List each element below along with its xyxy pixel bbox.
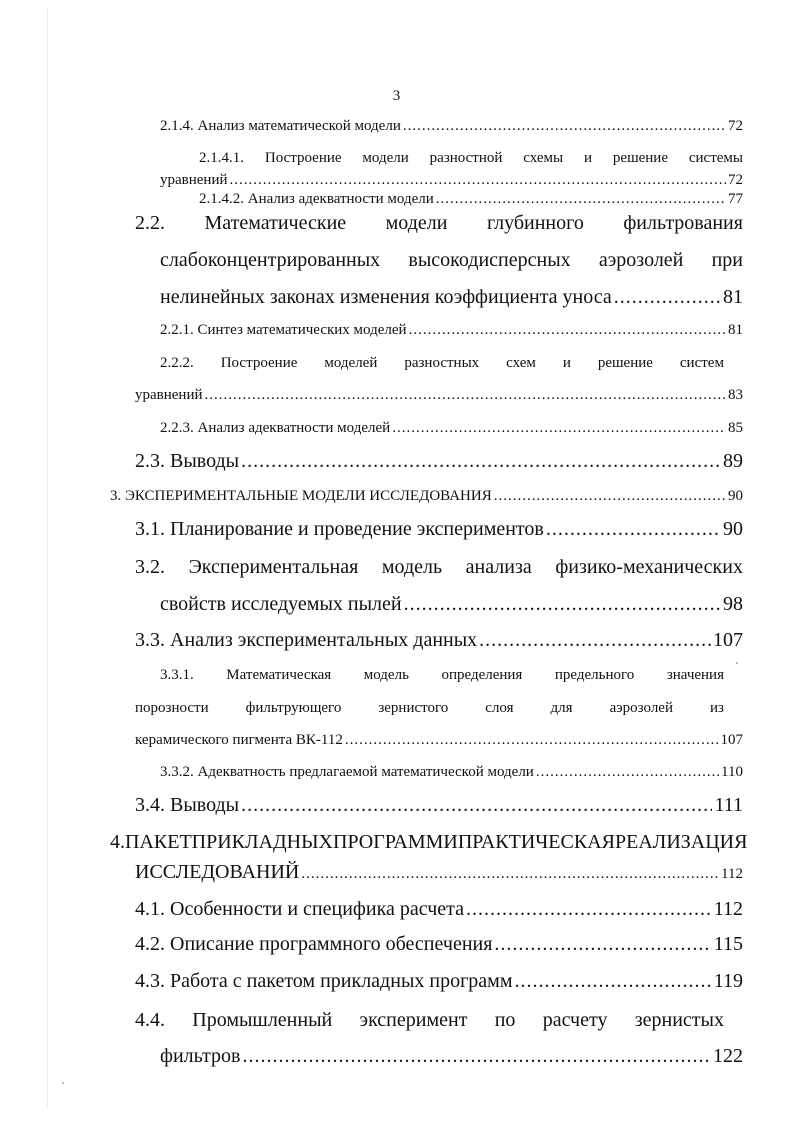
toc-leader [409,322,726,339]
toc-entry-2-3 [135,450,743,473]
toc-title: 2.2.1. Синтез математических моделей [160,322,407,338]
toc-title: фильтров [160,1045,241,1067]
toc-title: ИССЛЕДОВАНИЙ [135,861,300,883]
toc-entry-2-1-4-1-line2 [160,172,743,189]
toc-leader [242,1045,711,1068]
toc-page-number: 90 [728,488,743,504]
toc-leader [241,794,712,817]
scan-edge [47,8,48,1108]
toc-title: 4.1. Особенности и специфика расчета [135,898,465,920]
toc-title: 2.2.3. Анализ адекватности моделей [160,420,391,436]
toc-entry-2-2-2-line2 [135,387,743,404]
toc-entry-3-3-1-line2: порозности фильтрующего зернистого слоя для аэрозолей из [135,700,724,716]
toc-page-number: 122 [713,1045,743,1067]
toc-leader [230,172,726,189]
toc-leader [392,420,726,437]
toc-title: 3.3.2. Адекватность предлагаемой математической модели [160,764,534,780]
toc-title: 2.1.4. Анализ математической модели [160,118,401,134]
toc-entry-4-3 [135,970,743,993]
toc-leader [301,866,719,883]
toc-page-number: 83 [728,387,743,403]
scan-speck [736,662,738,664]
toc-title: 4.2. Описание программного обеспечения [135,933,493,955]
toc-title: 3. ЭКСПЕРИМЕНТАЛЬНЫЕ МОДЕЛИ ИССЛЕДОВАНИЯ [110,488,492,504]
toc-entry-2-2-line2: слабоконцентрированных высокодисперсных аэрозолей при [160,249,743,271]
toc-page-number: 112 [721,866,743,882]
toc-page-number: 90 [723,518,743,540]
toc-title: 3.3. Анализ экспериментальных данных [135,629,478,651]
toc-entry-4-line2 [135,861,743,884]
toc-page-number: 107 [713,629,743,651]
toc-page-number: 89 [723,450,743,472]
toc-entry-3-3-2 [160,764,743,781]
toc-entry-3-3-1-line3 [135,732,743,749]
toc-page-number: 115 [713,933,743,955]
toc-leader [536,764,719,781]
toc-entry-4-4-line1: 4.4. Промышленный эксперимент по расчету зернистых [135,1009,724,1031]
toc-page-number: 81 [728,322,743,338]
toc-entry-2-2-2-line1: 2.2.2. Построение моделей разностных схем и решение систем [160,355,724,371]
toc-leader [514,970,711,993]
toc-page-number: 72 [728,118,743,134]
toc-leader [205,387,726,404]
toc-page-number: 77 [728,191,743,207]
toc-entry-2-2-line3 [160,286,743,309]
toc-entry-2-2-line1: 2.2. Математические модели глубинного фильтрования [135,212,743,234]
toc-leader [479,629,711,652]
toc-entry-3 [110,488,743,505]
toc-title: 3.1. Планирование и проведение экспериментов [135,518,544,540]
toc-entry-4-4-line2 [160,1045,743,1068]
toc-page-number: 112 [713,898,743,920]
toc-title: 4.3. Работа с пакетом прикладных программ [135,970,513,992]
toc-entry-4-1 [135,898,743,921]
toc-entry-3-2-line2 [160,593,743,616]
toc-leader [614,286,721,309]
toc-page-number: 85 [728,420,743,436]
toc-leader [494,933,711,956]
page-number: 3 [392,88,401,104]
toc-title: нелинейных законах изменения коэффициента уноса [160,286,612,308]
toc-entry-4-2 [135,933,743,956]
toc-entry-2-2-1 [160,322,743,339]
toc-entry-2-1-4-1-line1: 2.1.4.1. Построение модели разностной схемы и решение системы [199,150,743,166]
toc-title: уравнений [135,387,203,403]
toc-title: уравнений [160,172,228,188]
toc-title: свойств исследуемых пылей [160,593,402,615]
toc-title: 3.4. Выводы [135,794,240,816]
scan-speck [62,1082,64,1084]
toc-page-number: 111 [714,794,743,816]
toc-leader [241,450,721,473]
toc-title: керамического пигмента ВК-112 [135,732,343,748]
toc-title: 2.1.4.2. Анализ адекватности модели [199,191,434,207]
toc-entry-3-2-line1: 3.2. Экспериментальная модель анализа физико-механических [135,556,743,578]
toc-entry-3-1 [135,518,743,541]
toc-page-number: 98 [723,593,743,615]
toc-entry-2-1-4 [160,118,743,135]
toc-leader [403,118,726,135]
toc-leader [466,898,712,921]
toc-entry-3-4 [135,794,743,817]
toc-entry-3-3-1-line1: 3.3.1. Математическая модель определения предельного значения [160,667,724,683]
toc-leader [436,191,726,208]
toc-page-number: 72 [728,172,743,188]
toc-title: 2.3. Выводы [135,450,240,472]
toc-entry-4-line1: 4. ПАКЕТ ПРИКЛАДНЫХ ПРОГРАММ И ПРАКТИЧЕСКАЯ РЕАЛИЗАЦИЯ [110,831,748,853]
toc-leader [404,593,721,616]
toc-page-number: 107 [720,732,743,748]
toc-entry-2-1-4-2 [199,191,743,208]
toc-page-number: 110 [721,764,743,780]
toc-leader [546,518,721,541]
toc-leader [494,488,726,505]
toc-entry-3-3 [135,629,743,652]
toc-page-number: 81 [723,286,743,308]
toc-page-number: 119 [713,970,743,992]
toc-leader [345,732,719,749]
toc-entry-2-2-3 [160,420,743,437]
